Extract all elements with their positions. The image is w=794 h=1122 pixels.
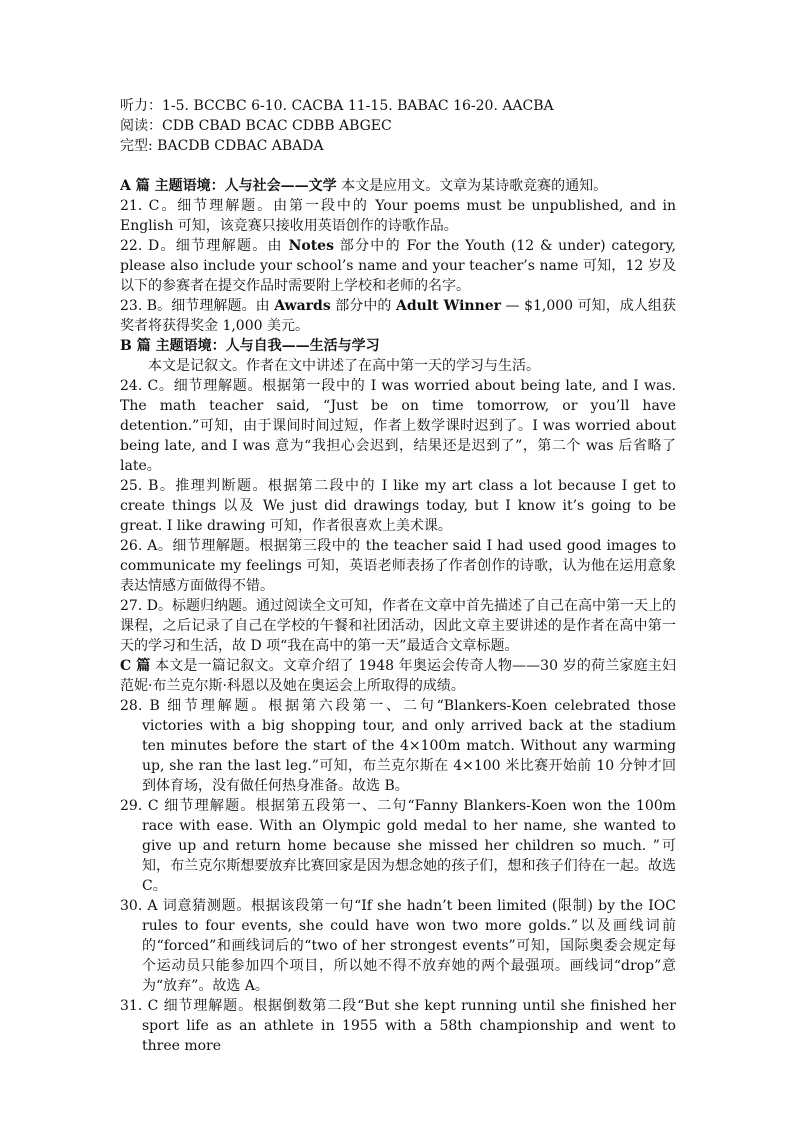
answer-25: 25. B。推理判断题。根据第二段中的 I like my art class a lot because I get to create things 以及 We just did drawings today, but I know it’s going to be great. I like drawing 可知，作者很喜欢上美术课。 [120, 478, 676, 534]
section-b-title: B 篇 主题语境：人与自我——生活与学习 [120, 338, 380, 354]
section-c-title: C 篇 [120, 658, 151, 674]
answer-28: 28. B 细节理解题。根据第六段第一、二句“Blankers-Koen celebrated those victories with a big shopping tour, and only arrived back at the stadium ten minutes before the start of the 4×100m match. Without any warming up, she ran the last leg.”可知，布兰克尔斯在 4×100 米比赛开始前 10 分钟才回到体育场，没有做任何热身准备。故选 B。 [120, 698, 676, 794]
section-b-heading [120, 336, 676, 356]
section-c-description: 本文是一篇记叙文。文章介绍了 1948 年奥运会传奇人物——30 岁的荷兰家庭主妇范妮·布兰克尔斯·科恩以及她在奥运会上所取得的成绩。 [120, 658, 676, 694]
section-a-heading [120, 176, 676, 196]
spacer [120, 156, 676, 176]
answer-cloze: 完型: BACDB CDBAC ABADA [120, 138, 324, 154]
answer-31: 31. C 细节理解题。根据倒数第二段“But she kept running until she finished her sport life as an athlete in 1955 with a 58th championship and went to three more [120, 998, 676, 1054]
section-b-intro: 本文是记叙文。作者在文中讲述了在高中第一天的学习与生活。 [148, 358, 540, 374]
answer-29: 29. C 细节理解题。根据第五段第一、二句“Fanny Blankers-Koen won the 100m race with ease. With an Olympic gold medal to her name, she wanted to give up and return home because she missed her children so much. ”可知，布兰克尔斯想要放弃比赛回家是因为想念她的孩子们，想和孩子们待在一起。故选 C。 [120, 798, 676, 894]
answer-23-bold-1: Awards [274, 298, 331, 314]
answer-22 [120, 236, 676, 296]
answer-30: 30. A 词意猜测题。根据该段第一句“If she hadn’t been limited (限制) by the IOC rules to four events, she could have won two more golds.”以及画线词前的“forced”和画线词后的“two of her strongest events”可知，国际奥委会规定每个运动员只能参加四个项目，所以她不得不放弃她的两个最强项。画线词“drop”意为“放弃”。故选 A。 [120, 898, 676, 994]
section-a-title: A 篇 主题语境：人与社会——文学 [120, 178, 337, 194]
answer-reading: 阅读：CDB CBAD BCAC CDBB ABGEC [120, 118, 392, 134]
answer-27: 27. D。标题归纳题。通过阅读全文可知，作者在文章中首先描述了自己在高中第一天上的课程，之后记录了自己在学校的午餐和社团活动，因此文章主要讲述的是作者在高中第一天的学习和生活，故 D 项“我在高中的第一天”最适合文章标题。 [120, 598, 676, 654]
answer-24: 24. C。细节理解题。根据第一段中的 I was worried about being late, and I was. The math teacher said, “Just be on time tomorrow, or you’ll have detention.”可知，由于课间时间过短，作者上数学课时迟到了。I was worried about being late, and I was 意为“我担心会迟到，结果还是迟到了”，第二个 was 后省略了 late。 [120, 378, 676, 474]
answer-22-bold: Notes [288, 238, 334, 254]
answer-key-page [120, 96, 676, 1056]
section-a-description: 本文是应用文。文章为某诗歌竞赛的通知。 [336, 178, 608, 194]
answer-23-text-a: 23. B。细节理解题。由 [120, 298, 275, 314]
answer-listening: 听力：1-5. BCCBC 6-10. CACBA 11-15. BABAC 16-20. AACBA [120, 98, 554, 114]
answer-23-text-b: 部分中的 [330, 298, 397, 314]
answer-23-text-c: — $1,000 可知，成人组获奖者将获得奖金 1,000 美元。 [120, 298, 676, 334]
answer-22-text-b: 部分中的 For the Youth (12 & under) category, please also include your school’s name and your teacher’s name 可知，12 岁及以下的参赛者在提交作品时需要附上学校和老师的名字。 [120, 238, 676, 294]
section-c-heading [120, 656, 676, 696]
answer-23-bold-2: Adult Winner [396, 298, 502, 314]
answer-23 [120, 296, 676, 336]
answer-21: 21. C。细节理解题。由第一段中的 Your poems must be unpublished, and in English 可知，该竞赛只接收用英语创作的诗歌作品。 [120, 198, 676, 234]
answer-22-text-a: 22. D。细节理解题。由 [120, 238, 289, 254]
answer-26: 26. A。细节理解题。根据第三段中的 the teacher said I had used good images to communicate my feelings 可知，英语老师表扬了作者创作的诗歌，认为他在运用意象表达情感方面做得不错。 [120, 538, 676, 594]
